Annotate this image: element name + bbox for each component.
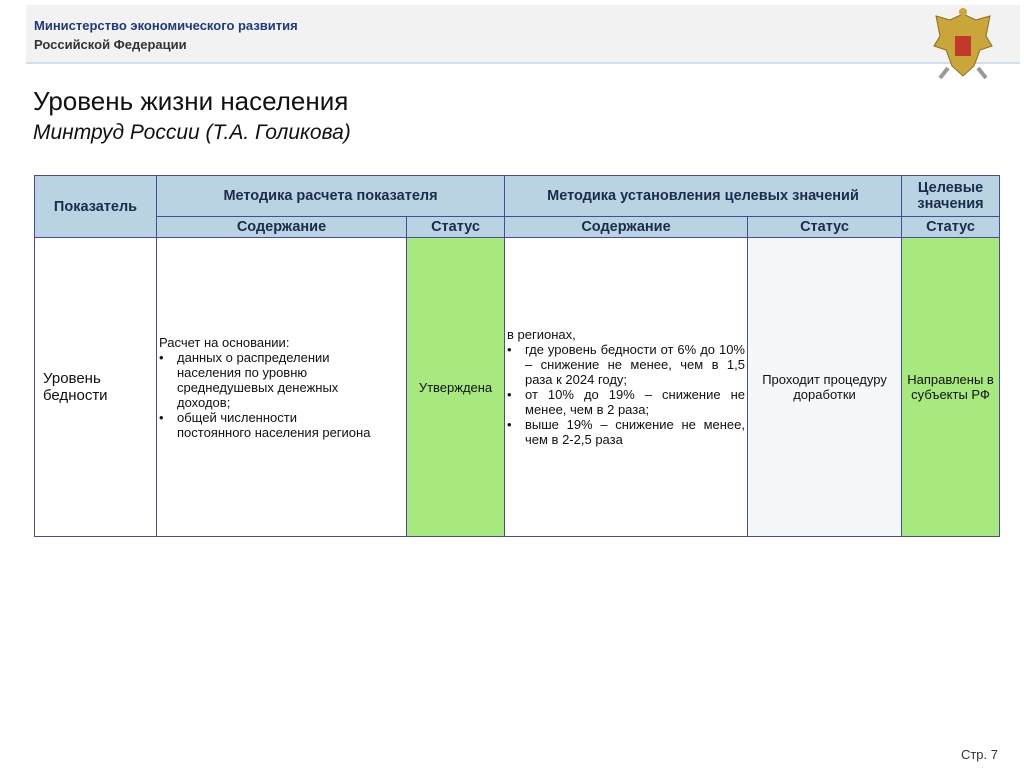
calc-content-cell xyxy=(157,238,407,537)
header-content: Содержание xyxy=(505,217,748,238)
header-status: Статус xyxy=(407,217,505,238)
values-status-cell: Направлены в субъекты РФ xyxy=(902,238,1000,537)
org-name-line1: Министерство экономического развития xyxy=(34,18,298,33)
list-item: • от 10% до 19% – снижение не менее, чем в 2 раза; xyxy=(525,387,745,417)
header-calc-method: Методика расчета показателя xyxy=(157,176,505,217)
target-status-cell: Проходит процедуру доработки xyxy=(748,238,902,537)
org-name-line2: Российской Федерации xyxy=(34,37,187,52)
header-bar xyxy=(26,5,1020,64)
header-target-method: Методика установления целевых значений xyxy=(505,176,902,217)
page-subtitle: Минтруд России (Т.А. Голикова) xyxy=(33,121,351,144)
list-item: • выше 19% – снижение не менее, чем в 2-2,5 раза xyxy=(525,417,745,447)
header-content: Содержание xyxy=(157,217,407,238)
page-title: Уровень жизни населения xyxy=(33,86,349,116)
list-item: • данных о распределении населения по уровню среднедушевых денежных доходов; xyxy=(177,350,374,410)
indicator-cell: Уровень бедности xyxy=(35,238,157,537)
header-indicator: Показатель xyxy=(35,176,157,238)
target-intro: в регионах, xyxy=(507,327,576,342)
list-item: • общей численности постоянного населения региона xyxy=(177,410,374,440)
header-target-values: Целевые значения xyxy=(902,176,1000,217)
calc-intro: Расчет на основании: xyxy=(159,334,290,350)
calc-status-cell: Утверждена xyxy=(407,238,505,537)
page-number: Стр. 7 xyxy=(960,747,998,762)
table-row xyxy=(35,238,1000,537)
header-status: Статус xyxy=(902,217,1000,238)
list-item: • где уровень бедности от 6% до 10% – снижение не менее, чем в 1,5 раза к 2024 году; xyxy=(525,342,745,387)
coat-of-arms-icon xyxy=(930,6,996,82)
target-content-cell xyxy=(505,238,748,537)
header-status: Статус xyxy=(748,217,902,238)
indicator-table xyxy=(34,175,1000,537)
